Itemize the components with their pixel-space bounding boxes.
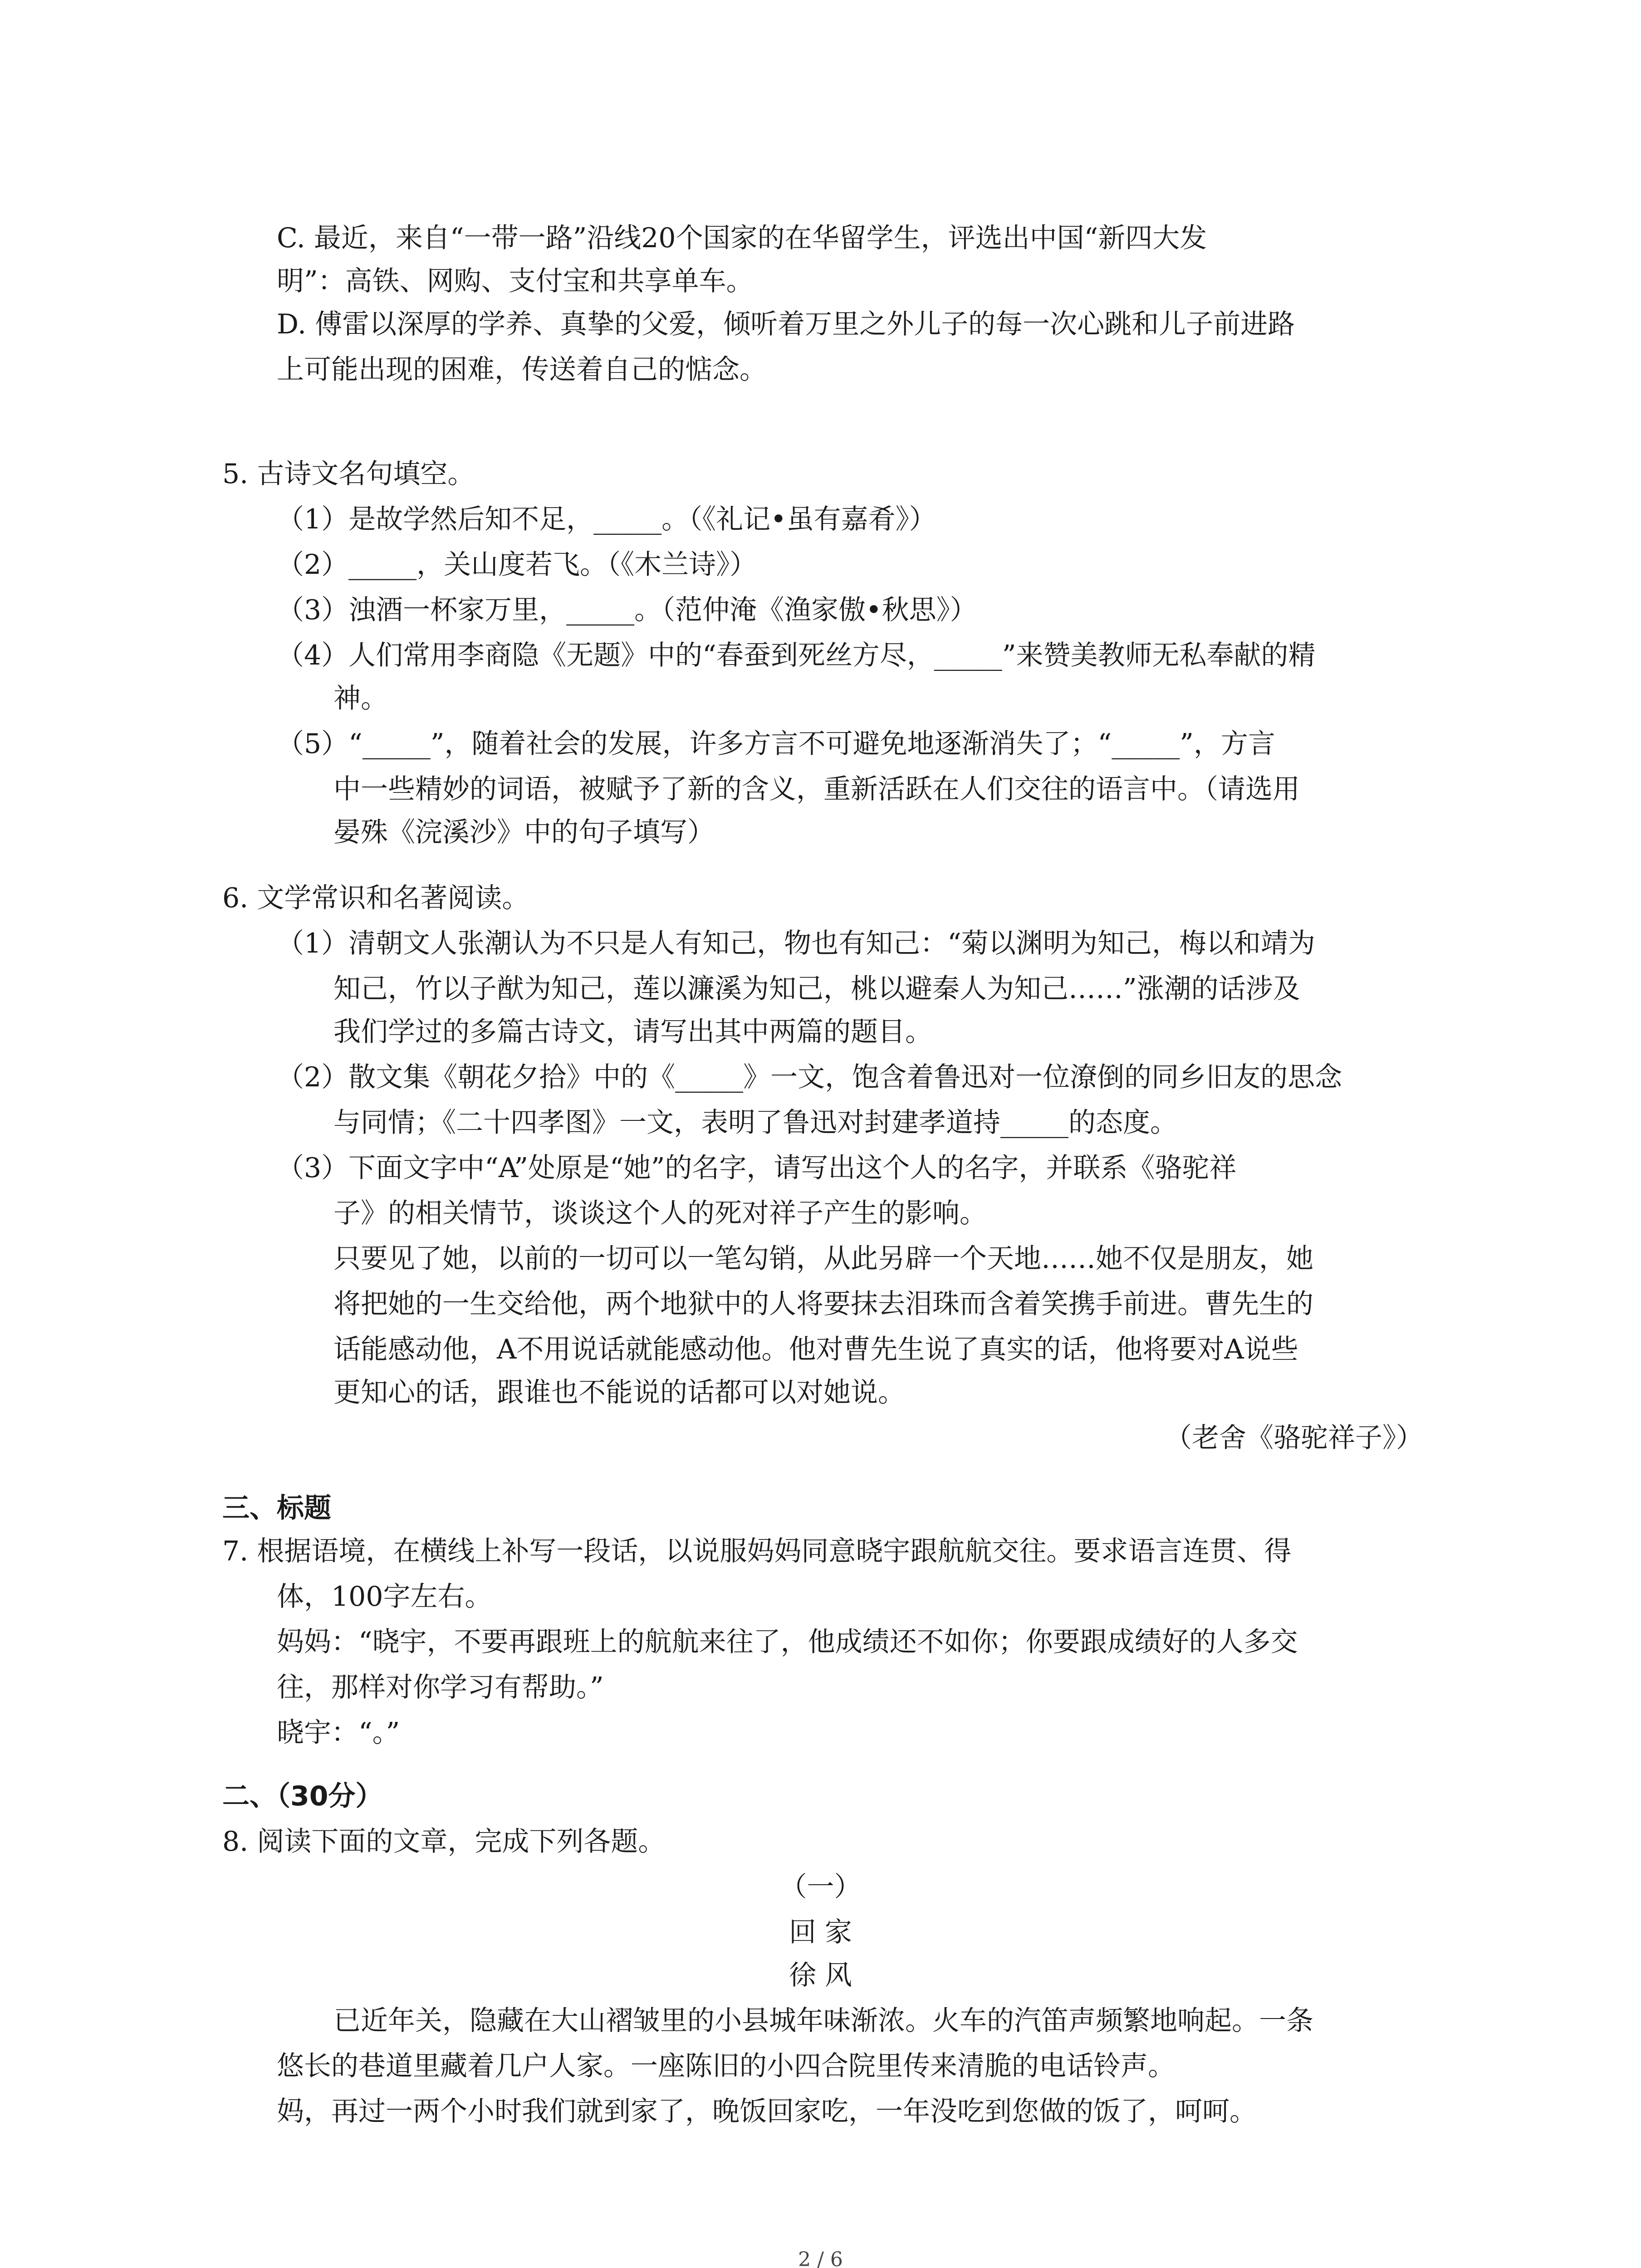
- q7-line2: 体，100字左右。: [277, 1581, 492, 1613]
- q5-item-1: （1）是故学然后知不足，_____。（《礼记•虽有嘉肴》）: [277, 503, 936, 535]
- q6-item-1-cont2: 我们学过的多篇古诗文，请写出其中两篇的题目。: [333, 1016, 932, 1048]
- q5-item-2: （2）_____，关山度若飞。（《木兰诗》）: [277, 549, 757, 581]
- q5-item-5: （5）“_____”，随着社会的发展，许多方言不可避免地逐渐消失了；“_____”，方言: [277, 728, 1275, 760]
- q6-item-1: （1）清朝文人张潮认为不只是人有知己，物也有知己：“菊以渊明为知己，梅以和靖为: [277, 928, 1315, 959]
- q4-option-d-line1: D. 傅雷以深厚的学养、真挚的父爱，倾听着万里之外儿子的每一次心跳和儿子前进路: [277, 308, 1295, 340]
- q6-excerpt-line3: 话能感动他，A不用说话就能感动他。他对曹先生说了真实的话，他将要对A说些: [333, 1334, 1298, 1365]
- section-3-heading: 三、标题: [222, 1492, 331, 1524]
- q5-item-5-cont1: 中一些精妙的词语，被赋予了新的含义，重新活跃在人们交往的语言中。（请选用: [333, 773, 1300, 805]
- page-number: 2 / 6: [798, 2248, 843, 2268]
- article-title: 回 家: [789, 1916, 852, 1948]
- article-paragraph-1-cont: 悠长的巷道里藏着几户人家。一座陈旧的小四合院里传来清脆的电话铃声。: [277, 2050, 1175, 2082]
- q7-mom-line2: 往，那样对你学习有帮助。”: [277, 1672, 604, 1703]
- q8-title: 8. 阅读下面的文章，完成下列各题。: [222, 1826, 666, 1857]
- q5-item-5-cont2: 晏殊《浣溪沙》中的句子填写）: [333, 816, 715, 848]
- q7-mom-line1: 妈妈：“晓宇，不要再跟班上的航航来往了，他成绩还不如你；你要跟成绩好的人多交: [277, 1626, 1298, 1658]
- q6-item-3: （3）下面文字中“A”处原是“她”的名字，请写出这个人的名字，并联系《骆驼祥: [277, 1152, 1237, 1184]
- q7-xiaoyu-line: 晓宇：“。”: [277, 1717, 400, 1749]
- article-part-label: （一）: [779, 1871, 862, 1903]
- q5-title: 5. 古诗文名句填空。: [222, 458, 475, 490]
- q6-source: （老舍《骆驼祥子》）: [1165, 1422, 1423, 1454]
- q6-item-2: （2）散文集《朝花夕拾》中的《_____》一文，饱含着鲁迅对一位潦倒的同乡旧友的思念: [277, 1061, 1342, 1093]
- q5-item-4-cont: 神。: [333, 683, 388, 714]
- article-paragraph-2: 妈，再过一两个小时我们就到家了，晚饭回家吃，一年没吃到您做的饭了，呵呵。: [277, 2096, 1257, 2127]
- q5-item-4: （4）人们常用李商隐《无题》中的“春蚕到死丝方尽，_____”来赞美教师无私奉献的精: [277, 640, 1316, 671]
- article-paragraph-1: 已近年关，隐藏在大山褶皱里的小县城年味渐浓。火车的汽笛声频繁地响起。一条: [333, 2005, 1313, 2037]
- q4-option-d-line2: 上可能出现的困难，传送着自己的惦念。: [277, 354, 767, 386]
- q6-excerpt-line1: 只要见了她，以前的一切可以一笔勾销，从此另辟一个天地……她不仅是朋友，她: [333, 1243, 1313, 1275]
- q6-item-1-cont1: 知己，竹以子猷为知己，莲以濂溪为知己，桃以避秦人为知己……”涨潮的话涉及: [333, 973, 1300, 1005]
- q6-excerpt-line4: 更知心的话，跟谁也不能说的话都可以对她说。: [333, 1377, 905, 1408]
- article-author: 徐 风: [789, 1960, 852, 1991]
- q4-option-c-line1: C. 最近，来自“一带一路”沿线20个国家的在华留学生，评选出中国“新四大发: [277, 222, 1207, 254]
- q6-title: 6. 文学常识和名著阅读。: [222, 882, 529, 914]
- q4-option-c-line2: 明”：高铁、网购、支付宝和共享单车。: [277, 265, 754, 297]
- q6-item-2-cont: 与同情；《二十四孝图》一文，表明了鲁迅对封建孝道持_____的态度。: [333, 1107, 1177, 1139]
- q6-excerpt-line2: 将把她的一生交给他，两个地狱中的人将要抹去泪珠而含着笑携手前进。曹先生的: [333, 1288, 1313, 1320]
- section-2-heading: 二、（30分）: [222, 1780, 383, 1812]
- q6-item-3-cont: 子》的相关情节，谈谈这个人的死对祥子产生的影响。: [333, 1198, 987, 1229]
- q5-item-3: （3）浊酒一杯家万里，_____。（范仲淹《渔家傲•秋思》）: [277, 594, 977, 626]
- q7-line1: 7. 根据语境，在横线上补写一段话，以说服妈妈同意晓宇跟航航交往。要求语言连贯、得: [222, 1535, 1292, 1567]
